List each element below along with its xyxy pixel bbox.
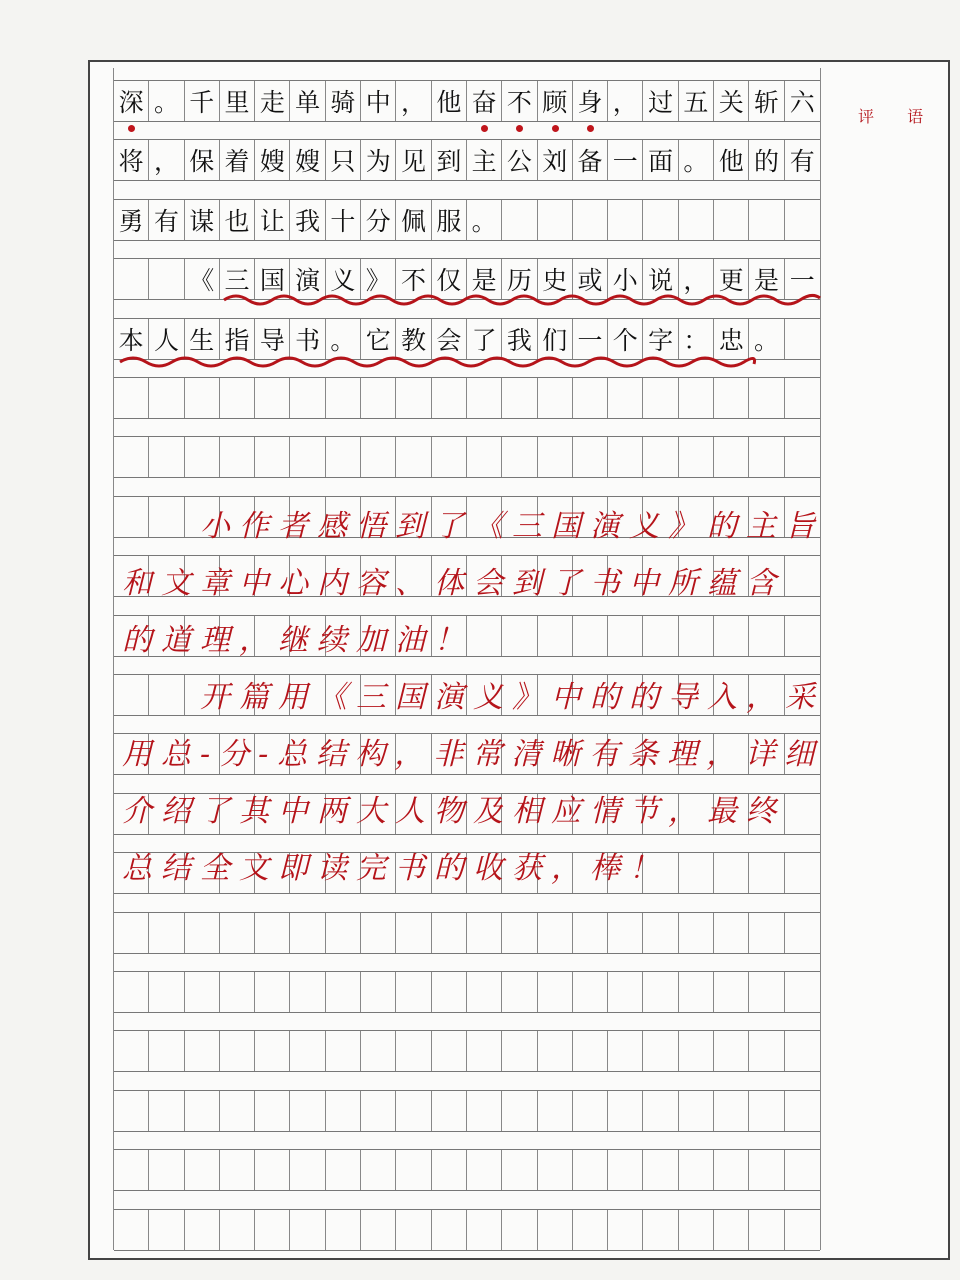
grid-cell xyxy=(114,1150,149,1190)
grid-cell xyxy=(396,1031,431,1071)
grid-cell xyxy=(679,913,714,953)
grid-cell xyxy=(432,972,467,1012)
grid-cell: 十 xyxy=(326,200,361,240)
grid-cell xyxy=(608,1091,643,1131)
grid-cell: 。 xyxy=(149,81,184,121)
comment-line: 开篇用《三国演义》中的的导入，采 xyxy=(122,680,824,715)
grid-cell xyxy=(608,1150,643,1190)
grid-cell: 单 xyxy=(290,81,325,121)
grid-cell: 不 xyxy=(396,259,431,299)
grid-cell xyxy=(220,1210,255,1250)
grid-cell: 指 xyxy=(220,319,255,359)
grid-cell: 走 xyxy=(255,81,290,121)
grid-cell xyxy=(679,437,714,477)
grid-cell: 《 xyxy=(185,259,220,299)
grid-cell: 千 xyxy=(185,81,220,121)
grid-cell xyxy=(643,1210,678,1250)
grid-row xyxy=(114,258,820,300)
grid-cell: 也 xyxy=(220,200,255,240)
grid-cell: 了 xyxy=(467,319,502,359)
grid-cell xyxy=(538,200,573,240)
grid-cell: 只 xyxy=(326,140,361,180)
grid-cell xyxy=(361,1091,396,1131)
grid-row xyxy=(114,1030,820,1072)
grid-cell xyxy=(255,1091,290,1131)
grid-cell xyxy=(290,437,325,477)
grid-cell xyxy=(149,259,184,299)
grid-cell xyxy=(679,378,714,418)
grid-cell xyxy=(467,1210,502,1250)
grid-cell xyxy=(749,972,784,1012)
grid-cell xyxy=(396,972,431,1012)
grid-cell xyxy=(185,1031,220,1071)
grid-cell: 义 xyxy=(326,259,361,299)
grid-cell xyxy=(502,1210,537,1250)
grid-cell xyxy=(326,1031,361,1071)
grid-cell xyxy=(502,1031,537,1071)
grid-cell: 国 xyxy=(255,259,290,299)
grid-cell xyxy=(714,200,749,240)
grid-cell xyxy=(396,1150,431,1190)
grid-cell xyxy=(220,437,255,477)
grid-cell: 嫂 xyxy=(255,140,290,180)
grid-cell xyxy=(149,437,184,477)
grid-cell xyxy=(467,1091,502,1131)
grid-cell xyxy=(149,1031,184,1071)
grid-cell: 》 xyxy=(361,259,396,299)
grid-cell xyxy=(679,200,714,240)
grid-cell xyxy=(573,1091,608,1131)
grid-cell xyxy=(220,913,255,953)
grid-row xyxy=(114,80,820,122)
grid-cell: 主 xyxy=(467,140,502,180)
grid-cell xyxy=(714,1150,749,1190)
grid-cell xyxy=(114,378,149,418)
grid-row xyxy=(114,139,820,181)
grid-cell xyxy=(785,913,820,953)
grid-cell xyxy=(643,972,678,1012)
grid-cell: ， xyxy=(396,81,431,121)
grid-cell xyxy=(185,1210,220,1250)
grid-cell xyxy=(538,1091,573,1131)
grid-cell: 三 xyxy=(220,259,255,299)
grid-cell xyxy=(573,1031,608,1071)
grid-cell xyxy=(573,437,608,477)
grid-cell xyxy=(785,378,820,418)
grid-cell: 更 xyxy=(714,259,749,299)
grid-cell: 我 xyxy=(290,200,325,240)
grid-cell xyxy=(749,1210,784,1250)
grid-cell: 会 xyxy=(432,319,467,359)
grid-cell xyxy=(538,913,573,953)
grid-cell xyxy=(643,1150,678,1190)
grid-cell: 顾 xyxy=(538,81,573,121)
grid-cell: 嫂 xyxy=(290,140,325,180)
grid-cell: 他 xyxy=(432,81,467,121)
grid-cell xyxy=(714,1091,749,1131)
grid-cell: 。 xyxy=(326,319,361,359)
grid-cell: 是 xyxy=(749,259,784,299)
grid-cell xyxy=(432,1150,467,1190)
grid-cell xyxy=(502,1150,537,1190)
grid-cell xyxy=(749,437,784,477)
grid-cell: 让 xyxy=(255,200,290,240)
grid-cell xyxy=(679,1150,714,1190)
grid-cell: 历 xyxy=(502,259,537,299)
grid-cell: 个 xyxy=(608,319,643,359)
grid-cell: 它 xyxy=(361,319,396,359)
grid-cell xyxy=(538,437,573,477)
comment-line: 介绍了其中两大人物及相应情节，最终 xyxy=(122,794,785,829)
grid-cell: 有 xyxy=(149,200,184,240)
grid-cell: 谋 xyxy=(185,200,220,240)
grid-cell xyxy=(679,972,714,1012)
grid-cell xyxy=(749,1091,784,1131)
grid-cell xyxy=(396,1091,431,1131)
grid-cell xyxy=(432,378,467,418)
grid-cell xyxy=(326,913,361,953)
grid-cell: 人 xyxy=(149,319,184,359)
grid-row xyxy=(114,1090,820,1132)
grid-cell xyxy=(432,1091,467,1131)
grid-cell xyxy=(538,1031,573,1071)
grid-cell xyxy=(785,1150,820,1190)
grid-cell: 仅 xyxy=(432,259,467,299)
grid-cell xyxy=(185,1150,220,1190)
grid-cell xyxy=(573,1210,608,1250)
grid-cell xyxy=(290,1150,325,1190)
grid-cell: 着 xyxy=(220,140,255,180)
grid-cell: 到 xyxy=(432,140,467,180)
grid-cell: 演 xyxy=(290,259,325,299)
grid-cell xyxy=(255,1031,290,1071)
grid-cell xyxy=(785,1091,820,1131)
grid-cell xyxy=(643,913,678,953)
grid-cell xyxy=(467,1031,502,1071)
grid-cell xyxy=(114,1031,149,1071)
grid-cell: 过 xyxy=(643,81,678,121)
grid-cell xyxy=(326,1210,361,1250)
grid-cell xyxy=(290,1091,325,1131)
grid-cell xyxy=(714,378,749,418)
grid-cell: 的 xyxy=(749,140,784,180)
grid-cell xyxy=(643,378,678,418)
grid-cell: 本 xyxy=(114,319,149,359)
grid-cell xyxy=(749,1150,784,1190)
grid-cell: ， xyxy=(679,259,714,299)
grid-cell xyxy=(220,378,255,418)
grid-cell xyxy=(361,437,396,477)
grid-cell: 斩 xyxy=(749,81,784,121)
grid-cell xyxy=(432,913,467,953)
grid-cell xyxy=(220,972,255,1012)
grid-cell xyxy=(643,1091,678,1131)
grid-cell xyxy=(785,1210,820,1250)
grid-cell: 奋 xyxy=(467,81,502,121)
grid-cell: 们 xyxy=(538,319,573,359)
grid-cell xyxy=(149,1091,184,1131)
grid-cell xyxy=(467,913,502,953)
comment-line: 的道理，继续加油！ xyxy=(122,623,473,658)
grid-cell xyxy=(714,437,749,477)
grid-cell xyxy=(608,378,643,418)
grid-cell: 五 xyxy=(679,81,714,121)
grid-cell xyxy=(467,972,502,1012)
grid-row xyxy=(114,1209,820,1251)
grid-cell: 不 xyxy=(502,81,537,121)
grid-cell xyxy=(608,437,643,477)
grid-cell: 。 xyxy=(679,140,714,180)
grid-cell xyxy=(114,1210,149,1250)
grid-cell: 或 xyxy=(573,259,608,299)
grid-cell xyxy=(185,913,220,953)
grid-cell xyxy=(749,378,784,418)
grid-cell xyxy=(220,1150,255,1190)
grid-cell xyxy=(467,437,502,477)
grid-cell xyxy=(114,913,149,953)
grid-cell xyxy=(714,1031,749,1071)
grid-row xyxy=(114,318,820,360)
grid-cell: 公 xyxy=(502,140,537,180)
comment-line: 小作者感悟到了《三国演义》的主旨 xyxy=(122,509,824,544)
grid-cell xyxy=(290,1210,325,1250)
grid-cell xyxy=(643,200,678,240)
grid-cell: ， xyxy=(149,140,184,180)
grid-cell xyxy=(573,200,608,240)
grid-cell xyxy=(538,378,573,418)
grid-cell: 深 xyxy=(114,81,149,121)
grid-cell xyxy=(432,1210,467,1250)
teacher-comment xyxy=(122,498,832,897)
grid-row xyxy=(114,971,820,1013)
grid-cell: 将 xyxy=(114,140,149,180)
grid-cell: 我 xyxy=(502,319,537,359)
grid-cell: 有 xyxy=(789,147,815,177)
grid-cell xyxy=(502,972,537,1012)
grid-cell xyxy=(220,1091,255,1131)
grid-cell xyxy=(714,1210,749,1250)
grid-cell xyxy=(785,1031,820,1071)
grid-cell xyxy=(114,1091,149,1131)
grid-cell: 保 xyxy=(185,140,220,180)
grid-cell: 是 xyxy=(467,259,502,299)
grid-cell: 里 xyxy=(220,81,255,121)
grid-cell xyxy=(290,1031,325,1071)
grid-cell: 面 xyxy=(643,140,678,180)
grid-cell: 一 xyxy=(573,319,608,359)
comment-line: 总结全文即读完书的收获，棒！ xyxy=(122,851,668,886)
grid-cell xyxy=(785,200,820,240)
grid-cell xyxy=(502,200,537,240)
grid-cell xyxy=(149,1210,184,1250)
grid-cell: 。 xyxy=(749,319,784,359)
grid-cell xyxy=(255,1210,290,1250)
grid-cell: 生 xyxy=(185,319,220,359)
grid-cell: 身 xyxy=(573,81,608,121)
grid-cell xyxy=(396,913,431,953)
grid-cell xyxy=(396,1210,431,1250)
grid-cell xyxy=(785,437,820,477)
grid-cell xyxy=(467,378,502,418)
grid-cell: 六 xyxy=(789,88,815,117)
grid-cell xyxy=(573,972,608,1012)
grid-cell: 分 xyxy=(361,200,396,240)
grid-cell xyxy=(255,437,290,477)
grid-cell xyxy=(114,972,149,1012)
grid-cell xyxy=(714,972,749,1012)
grid-cell: 关 xyxy=(714,81,749,121)
grid-cell: 勇 xyxy=(114,200,149,240)
grid-cell xyxy=(538,1210,573,1250)
grid-cell: 忠 xyxy=(714,319,749,359)
comment-line: 用总-分-总结构，非常清晰有条理，详细 xyxy=(122,737,824,772)
grid-cell: 教 xyxy=(396,319,431,359)
grid-cell xyxy=(326,1091,361,1131)
grid-cell: 说 xyxy=(643,259,678,299)
grid-cell xyxy=(749,200,784,240)
grid-cell: 他 xyxy=(714,140,749,180)
grid-cell xyxy=(361,972,396,1012)
grid-cell xyxy=(361,1210,396,1250)
grid-cell: 一 xyxy=(608,140,643,180)
grid-cell xyxy=(643,1031,678,1071)
grid-cell xyxy=(432,437,467,477)
grid-cell xyxy=(502,1091,537,1131)
grid-cell xyxy=(149,378,184,418)
grid-cell xyxy=(149,913,184,953)
grid-cell xyxy=(396,378,431,418)
grid-cell xyxy=(255,913,290,953)
grid-cell xyxy=(785,972,820,1012)
grid-cell xyxy=(502,437,537,477)
grid-cell xyxy=(573,378,608,418)
grid-cell: 书 xyxy=(290,319,325,359)
grid-cell xyxy=(114,437,149,477)
grid-cell xyxy=(714,913,749,953)
grid-row xyxy=(114,436,820,478)
grid-cell xyxy=(361,378,396,418)
grid-cell xyxy=(114,259,149,299)
grid-cell: 备 xyxy=(573,140,608,180)
grid-row xyxy=(114,377,820,419)
grid-cell xyxy=(432,1031,467,1071)
grid-cell: ， xyxy=(608,81,643,121)
grid-cell xyxy=(290,378,325,418)
grid-cell xyxy=(608,972,643,1012)
grid-cell xyxy=(149,1150,184,1190)
grid-cell xyxy=(643,437,678,477)
grid-cell xyxy=(326,1150,361,1190)
grid-cell: 小 xyxy=(608,259,643,299)
grid-cell xyxy=(749,1031,784,1071)
grid-cell xyxy=(749,913,784,953)
grid-cell xyxy=(326,972,361,1012)
grid-cell xyxy=(538,1150,573,1190)
grid-cell xyxy=(185,437,220,477)
grid-cell: 一 xyxy=(789,266,815,296)
grid-cell xyxy=(679,1091,714,1131)
grid-cell xyxy=(326,437,361,477)
grid-cell: 骑 xyxy=(326,81,361,121)
grid-cell: 服 xyxy=(432,200,467,240)
grid-cell xyxy=(361,1150,396,1190)
grid-cell xyxy=(502,378,537,418)
grid-cell xyxy=(290,972,325,1012)
grid-cell xyxy=(220,1031,255,1071)
grid-cell xyxy=(608,913,643,953)
grid-cell xyxy=(573,913,608,953)
grid-cell xyxy=(185,972,220,1012)
grid-cell xyxy=(185,1091,220,1131)
grid-row xyxy=(114,1149,820,1191)
grid-cell: 为 xyxy=(361,140,396,180)
grid-cell: 字 xyxy=(643,319,678,359)
grid-cell xyxy=(361,913,396,953)
grid-cell xyxy=(785,319,820,359)
grid-cell xyxy=(149,972,184,1012)
grid-cell xyxy=(467,1150,502,1190)
grid-cell xyxy=(255,378,290,418)
grid-cell xyxy=(679,1031,714,1071)
grid-cell xyxy=(608,1210,643,1250)
comment-line: 和文章中心内容、体会到了书中所蕴含 xyxy=(122,566,785,601)
grid-cell xyxy=(396,437,431,477)
grid-cell xyxy=(502,913,537,953)
grid-cell: ： xyxy=(679,319,714,359)
grid-cell: 中 xyxy=(361,81,396,121)
grid-cell xyxy=(185,378,220,418)
grid-cell xyxy=(608,200,643,240)
grid-cell xyxy=(290,913,325,953)
grid-cell xyxy=(573,1150,608,1190)
grid-cell xyxy=(361,1031,396,1071)
grid-cell: 史 xyxy=(538,259,573,299)
grid-cell: 。 xyxy=(467,200,502,240)
grid-cell: 见 xyxy=(396,140,431,180)
grid-cell xyxy=(538,972,573,1012)
grid-cell xyxy=(679,1210,714,1250)
grid-row xyxy=(114,199,820,241)
grid-cell xyxy=(255,1150,290,1190)
grid-cell: 刘 xyxy=(538,140,573,180)
grid-row xyxy=(114,912,820,954)
grid-cell xyxy=(255,972,290,1012)
grid-cell: 佩 xyxy=(396,200,431,240)
grid-cell xyxy=(326,378,361,418)
margin-label: 评 语 xyxy=(858,107,938,126)
grid-cell xyxy=(608,1031,643,1071)
grid-cell: 导 xyxy=(255,319,290,359)
